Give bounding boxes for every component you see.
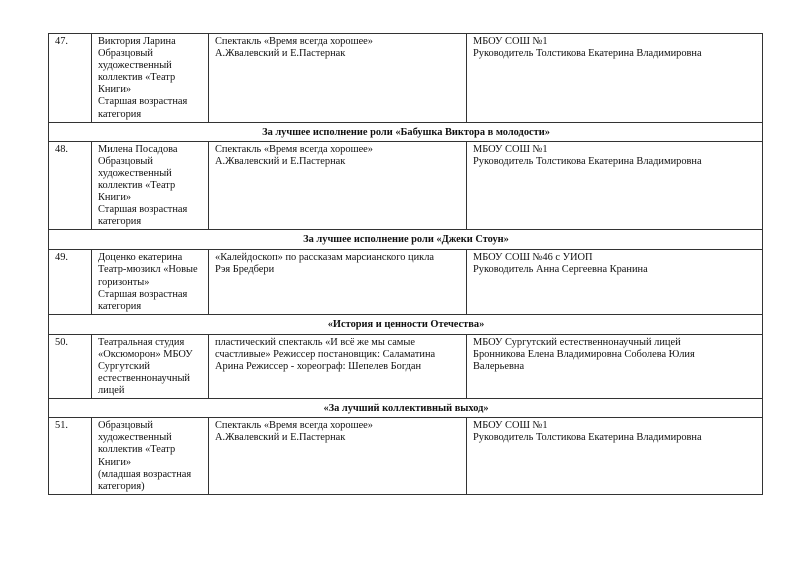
organization-line: Руководитель Толстикова Екатерина Владимировна — [473, 48, 702, 60]
entry-number: 49. — [49, 250, 92, 314]
results-table — [48, 33, 763, 495]
work-cell — [209, 334, 467, 398]
participant-line: Старшая возрастная — [98, 96, 188, 108]
table-row-entry — [49, 141, 763, 230]
organization-line: Руководитель Толстикова Екатерина Владимировна — [473, 432, 702, 444]
participant-line: Образцовый — [98, 420, 153, 432]
participant-line: категория — [98, 300, 142, 312]
work-line: Спектакль «Время всегда хорошее» — [215, 420, 373, 432]
participant-line: «Оксюморон» МБОУ — [98, 348, 193, 360]
work-line: А.Жвалевский и Е.Пастернак — [215, 48, 346, 60]
organization-cell — [467, 418, 763, 495]
participant-line: коллектив «Театр — [98, 444, 176, 456]
section-title: «История и ценности Отечества» — [49, 314, 763, 334]
participant-line: художественный — [98, 60, 172, 72]
participant-line: художественный — [98, 167, 172, 179]
work-cell — [209, 250, 467, 314]
entry-number: 47. — [49, 34, 92, 123]
work-line: Спектакль «Время всегда хорошее» — [215, 36, 373, 47]
table-row-section — [49, 314, 763, 334]
entry-number: 48. — [49, 141, 92, 230]
participant-line: художественный — [98, 432, 172, 444]
work-cell — [209, 418, 467, 495]
participant-line: Сургутский — [98, 360, 150, 372]
section-title: «За лучший коллективный выход» — [49, 399, 763, 418]
table-row-section — [49, 230, 763, 250]
participant-line: естественнонаучный — [98, 373, 190, 385]
participant-line: Театр-мюзикл «Новые — [98, 264, 198, 276]
participant-line: горизонты» — [98, 276, 150, 288]
work-line: А.Жвалевский и Е.Пастернак — [215, 155, 346, 167]
participant-line: лицей — [98, 385, 125, 397]
organization-line: Руководитель Анна Сергеевна Кранина — [473, 264, 648, 276]
entry-number: 51. — [49, 418, 92, 495]
table-row-entry — [49, 34, 763, 123]
organization-cell — [467, 34, 763, 123]
participant-cell — [92, 418, 209, 495]
participant-line: (младшая возрастная — [98, 468, 192, 480]
participant-line: Книги» — [98, 192, 132, 204]
participant-line: Виктория Ларина — [98, 36, 176, 47]
work-cell — [209, 141, 467, 230]
table-row-entry — [49, 418, 763, 495]
results-table-body — [49, 34, 763, 495]
organization-cell — [467, 250, 763, 314]
work-line: Арина Режиссер - хореограф: Шепелев Богдан — [215, 360, 422, 372]
table-row-entry — [49, 250, 763, 314]
work-line: А.Жвалевский и Е.Пастернак — [215, 432, 346, 444]
participant-line: категория) — [98, 480, 145, 492]
participant-line: коллектив «Театр — [98, 72, 176, 84]
organization-line: Валерьевна — [473, 360, 525, 372]
organization-line: МБОУ СОШ №1 — [473, 420, 548, 432]
organization-line: МБОУ СОШ №1 — [473, 36, 548, 47]
organization-cell — [467, 141, 763, 230]
work-cell — [209, 34, 467, 123]
participant-cell — [92, 334, 209, 398]
participant-line: Книги» — [98, 84, 132, 96]
participant-cell — [92, 250, 209, 314]
participant-line: Старшая возрастная — [98, 204, 188, 216]
work-line: «Калейдоскоп» по рассказам марсианского цикла — [215, 252, 434, 264]
participant-cell — [92, 141, 209, 230]
participant-line: коллектив «Театр — [98, 179, 176, 191]
participant-line: Старшая возрастная — [98, 288, 188, 300]
participant-line: категория — [98, 216, 142, 228]
participant-line: Книги» — [98, 456, 132, 468]
table-row-entry — [49, 334, 763, 398]
participant-line: Образцовый — [98, 155, 153, 167]
participant-line: Доценко екатерина — [98, 252, 183, 264]
entry-number: 50. — [49, 334, 92, 398]
organization-line: МБОУ Сургутский естественнонаучный лицей — [473, 336, 681, 348]
work-line: Рэя Бредбери — [215, 264, 275, 276]
participant-line: Образцовый — [98, 48, 153, 60]
organization-cell — [467, 334, 763, 398]
work-line: пластический спектакль «И всё же мы самые — [215, 336, 415, 348]
section-title: За лучшее исполнение роли «Бабушка Виктора в молодости» — [49, 122, 763, 141]
organization-line: Бронникова Елена Владимировна Соболева Юлия — [473, 348, 695, 360]
organization-line: МБОУ СОШ №46 с УИОП — [473, 252, 593, 264]
table-row-section — [49, 122, 763, 141]
table-row-section — [49, 399, 763, 418]
participant-cell — [92, 34, 209, 123]
participant-line: Театральная студия — [98, 336, 185, 348]
organization-line: МБОУ СОШ №1 — [473, 143, 548, 155]
participant-line: категория — [98, 108, 142, 120]
work-line: Спектакль «Время всегда хорошее» — [215, 143, 373, 155]
organization-line: Руководитель Толстикова Екатерина Владимировна — [473, 155, 702, 167]
work-line: счастливые» Режиссер постановщик: Саламатина — [215, 348, 436, 360]
participant-line: Милена Посадова — [98, 143, 178, 155]
section-title: За лучшее исполнение роли «Джеки Стоун» — [49, 230, 763, 250]
